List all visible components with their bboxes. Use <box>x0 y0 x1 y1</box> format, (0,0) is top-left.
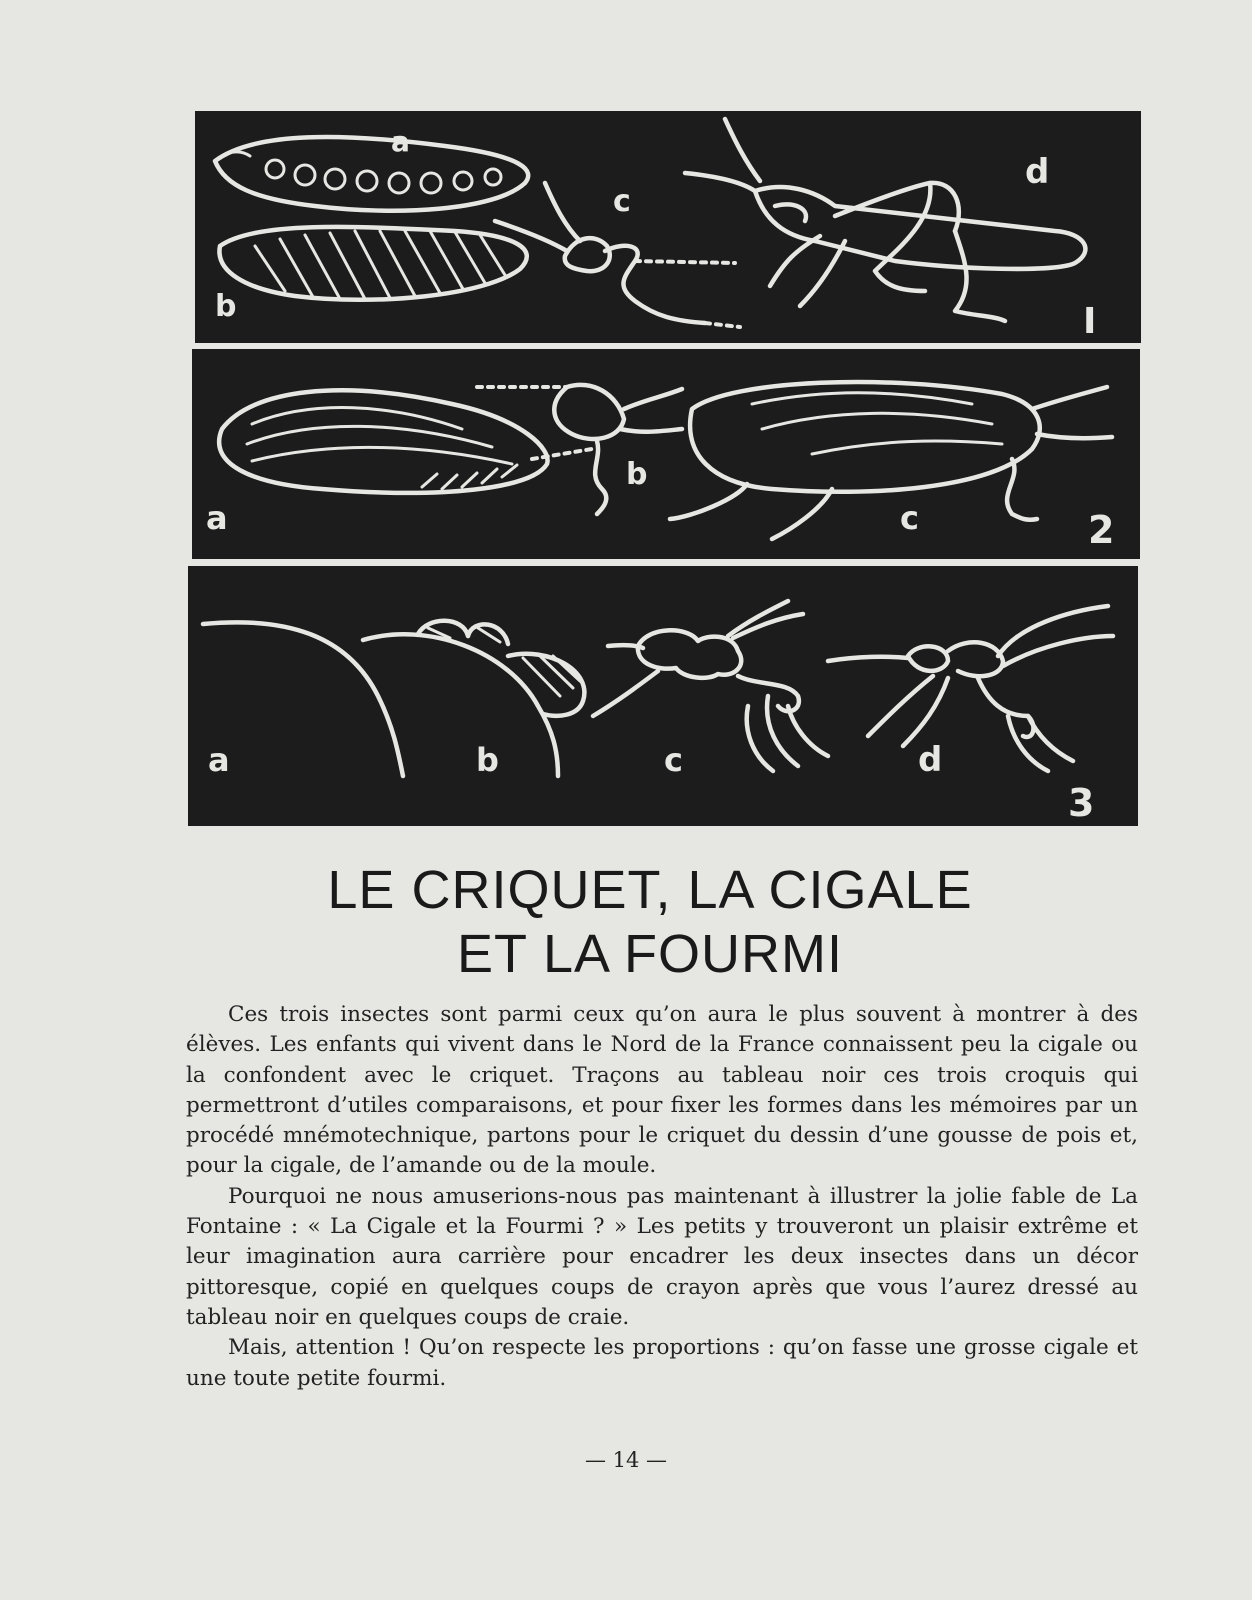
label-1b: b <box>215 289 237 324</box>
label-2c: c <box>900 499 919 537</box>
figure-panel-1 <box>195 111 1141 343</box>
label-1a: a <box>391 125 410 158</box>
title-line-2: ET LA FOURMI <box>456 924 844 984</box>
ant-drawing <box>188 566 1138 826</box>
label-1d: d <box>1025 152 1050 192</box>
paragraph: Mais, attention ! Qu’on respecte les proportions : qu’on fasse une grosse cigale et une toute petite fourmi. <box>186 1335 1138 1391</box>
label-2b: b <box>626 457 648 492</box>
paragraph: Ces trois insectes sont parmi ceux qu’on aura le plus souvent à montrer à des élèves. Les enfants qui vivent dans le Nord de la France connaissent peu la cigale ou la confondent avec le criquet. Traçons au tableau noir ces trois croquis qui permettront d’utiles comparaisons, et pour fixer les formes dans les mémoires par un procédé mnémotechnique, partons pour le criquet du dessin d’une gousse de pois et, pour la cigale, de l’amande ou de la moule. <box>186 1002 1138 1179</box>
figure-panel-3 <box>188 566 1138 826</box>
article-body <box>186 1000 1138 1394</box>
label-3c: c <box>664 741 683 779</box>
figure-panel-2 <box>192 349 1140 559</box>
cicada-drawing <box>192 349 1140 559</box>
panel-3-number: 3 <box>1068 781 1095 825</box>
cricket-drawing <box>195 111 1141 343</box>
page-title <box>190 858 1110 986</box>
paragraph: Pourquoi ne nous amuserions-nous pas maintenant à illustrer la jolie fable de La Fontaine : « La Cigale et la Fourmi ? » Les petits y trouveront un plaisir extrême et leur imagination aura carrière pour encadrer les deux insectes dans un décor pittoresque, copié en quelques coups de crayon après que vous l’aurez dressé au tableau noir en quelques coups de craie. <box>186 1183 1138 1330</box>
label-3d: d <box>918 740 943 780</box>
label-2a: a <box>206 499 228 537</box>
panel-1-number: I <box>1083 301 1097 342</box>
page-number: — 14 — <box>584 1448 668 1472</box>
label-3a: a <box>208 741 230 779</box>
panel-2-number: 2 <box>1088 508 1115 552</box>
label-3b: b <box>476 741 499 779</box>
title-line-1: LE CRIQUET, LA CIGALE <box>327 860 973 920</box>
label-1c: c <box>613 184 631 219</box>
